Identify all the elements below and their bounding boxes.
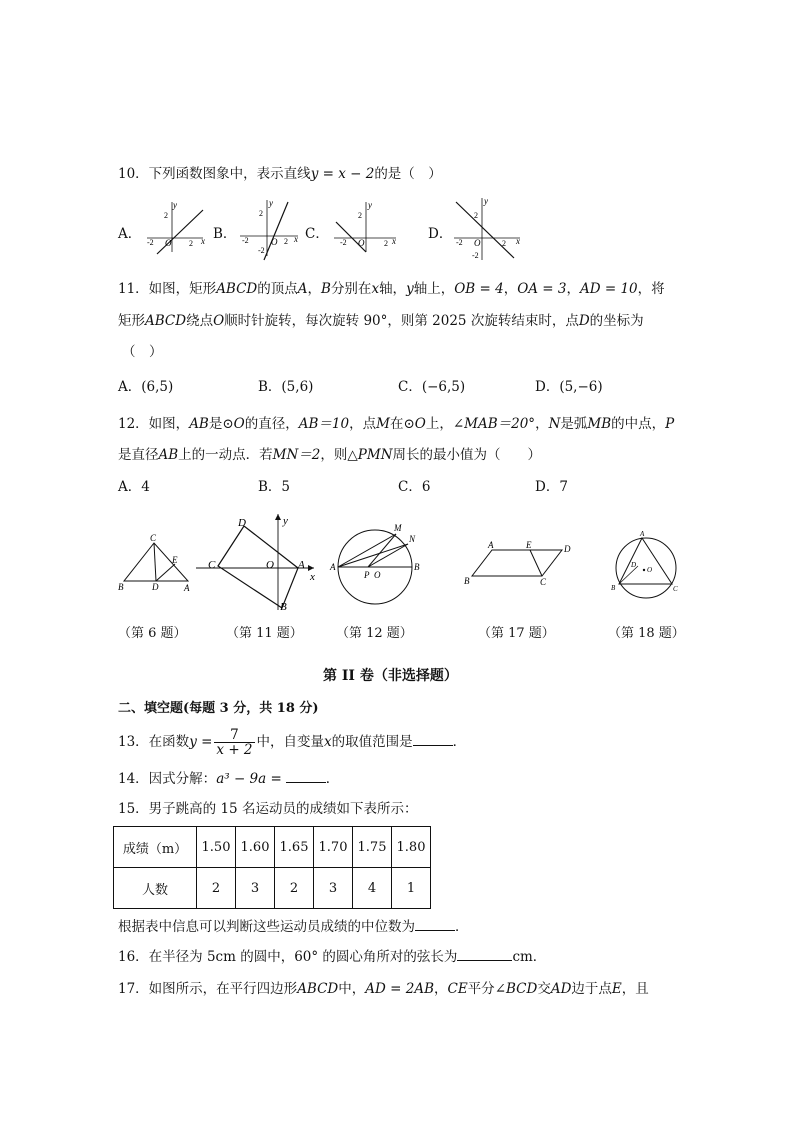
q10-graph-a <box>145 200 205 256</box>
q10-graph-d <box>452 196 522 262</box>
q10-option-b[interactable]: B． <box>213 226 237 242</box>
q14-blank[interactable] <box>286 770 326 783</box>
q15-score: 1.60 <box>236 827 275 868</box>
svg-text:x: x <box>392 236 396 246</box>
caption-fig11: （第 11 题） <box>226 626 303 641</box>
svg-text:O: O <box>374 570 381 580</box>
figure-12 <box>332 522 432 617</box>
svg-text:A: A <box>330 562 336 572</box>
q15-count: 3 <box>236 868 275 909</box>
q16-blank[interactable] <box>457 948 512 961</box>
svg-text:A: A <box>184 583 190 593</box>
q15-row-scores <box>114 827 431 868</box>
q15-row1-head: 成绩（m） <box>114 827 197 868</box>
q15-count: 4 <box>353 868 392 909</box>
q11-answer-paren: （ ） <box>122 344 163 360</box>
svg-text:A: A <box>298 559 305 571</box>
svg-text:A: A <box>488 540 494 550</box>
svg-text:2: 2 <box>384 239 388 248</box>
q12-option-c[interactable]: C．6 <box>398 479 431 495</box>
svg-text:C: C <box>540 577 547 587</box>
svg-text:x: x <box>310 571 315 583</box>
q10-graph-b <box>238 198 300 260</box>
svg-text:M: M <box>394 523 402 533</box>
svg-text:D: D <box>238 517 246 529</box>
svg-text:D: D <box>564 544 571 554</box>
q15-count: 1 <box>392 868 431 909</box>
svg-text:2: 2 <box>358 211 362 220</box>
caption-fig18: （第 18 题） <box>608 626 685 641</box>
q15-score: 1.80 <box>392 827 431 868</box>
svg-text:O: O <box>358 238 365 248</box>
svg-text:2: 2 <box>164 211 168 220</box>
svg-text:O: O <box>271 237 278 247</box>
q11-option-d[interactable]: D．(5,−6) <box>535 379 603 395</box>
svg-text:y: y <box>173 200 177 210</box>
q14: 14．因式分解：a³ − 9a = ． <box>118 771 340 787</box>
svg-text:D: D <box>152 582 159 592</box>
svg-text:2: 2 <box>189 239 193 248</box>
q15-count: 3 <box>314 868 353 909</box>
svg-text:B: B <box>118 582 124 592</box>
q15-count: 2 <box>275 868 314 909</box>
q12-line1: 12．如图，AB是⊙O的直径，AB＝10，点M在⊙O上，∠MAB＝20°，N是弧MB的中点，P <box>118 416 675 432</box>
svg-text:C: C <box>673 585 678 593</box>
caption-fig12: （第 12 题） <box>336 626 413 641</box>
q15-question: 根据表中信息可以判断这些运动员成绩的中位数为 ． <box>118 919 469 935</box>
figure-17 <box>462 540 582 590</box>
q12-option-a[interactable]: A．4 <box>118 479 150 495</box>
svg-text:2: 2 <box>474 211 478 220</box>
caption-fig6: （第 6 题） <box>118 626 187 641</box>
q11-option-b[interactable]: B．(5,6) <box>258 379 314 395</box>
svg-text:B: B <box>464 576 470 586</box>
q15-blank[interactable] <box>415 918 455 931</box>
svg-text:D: D <box>631 561 637 569</box>
svg-text:P: P <box>364 570 370 580</box>
svg-text:2: 2 <box>502 239 506 248</box>
q13-fraction: $\frac{7}{x + 2}$ <box>216 727 253 758</box>
q13: 13．在函数y = $\frac{7}{x + 2}$ 中，自变量x的取值范围是 ． <box>118 727 467 758</box>
svg-text:-2: -2 <box>456 238 463 247</box>
q15-row2-head: 人数 <box>114 868 197 909</box>
svg-text:-2: -2 <box>258 246 265 255</box>
figure-11 <box>196 512 326 612</box>
q11-option-c[interactable]: C．(−6,5) <box>398 379 466 395</box>
svg-text:O: O <box>474 238 481 248</box>
svg-text:-2: -2 <box>242 236 249 245</box>
q15-row-counts <box>114 868 431 909</box>
svg-text:2: 2 <box>284 237 288 246</box>
q10-option-c[interactable]: C． <box>305 226 329 242</box>
svg-text:B: B <box>611 584 616 592</box>
q15-count: 2 <box>197 868 236 909</box>
q15-score: 1.75 <box>353 827 392 868</box>
svg-text:-2: -2 <box>147 238 154 247</box>
svg-text:N: N <box>409 534 416 544</box>
q15-score: 1.70 <box>314 827 353 868</box>
svg-text:E: E <box>172 555 178 565</box>
svg-text:x: x <box>516 236 520 246</box>
svg-text:O: O <box>266 559 274 571</box>
figure-6 <box>118 535 198 595</box>
q12-option-d[interactable]: D．7 <box>535 479 568 495</box>
q11-option-a[interactable]: A．(6,5) <box>118 379 174 395</box>
q13-blank[interactable] <box>413 733 453 746</box>
q15-stem: 15．男子跳高的 15 名运动员的成绩如下表所示： <box>118 801 418 817</box>
svg-text:-2: -2 <box>340 238 347 247</box>
caption-fig17: （第 17 题） <box>478 626 555 641</box>
q12-option-b[interactable]: B．5 <box>258 479 291 495</box>
q12-line2: 是直径AB上的一动点．若MN＝2，则△PMN周长的最小值为（ ） <box>118 447 542 463</box>
svg-text:E: E <box>526 540 532 550</box>
section2-heading: 二、填空题(每题 3 分，共 18 分) <box>118 701 319 716</box>
q11-line1: 11．如图，矩形ABCD的顶点A，B分别在x轴，y轴上，OB = 4，OA = 3，AD = 10，将 <box>118 281 665 297</box>
svg-text:A: A <box>640 530 645 538</box>
q10-graph-c <box>332 200 398 256</box>
q10-option-d[interactable]: D． <box>428 226 453 242</box>
part2-title: 第 II 卷（非选择题） <box>323 668 458 684</box>
svg-text:y: y <box>269 198 273 208</box>
svg-text:B: B <box>280 601 287 613</box>
svg-text:x: x <box>201 236 205 246</box>
q17-line1: 17．如图所示，在平行四边形ABCD中，AD = 2AB，CE平分∠BCD交AD边于点E，且 <box>118 981 649 997</box>
svg-text:y: y <box>484 196 488 206</box>
svg-text:y: y <box>283 515 288 527</box>
svg-text:-2: -2 <box>472 251 479 260</box>
svg-text:O: O <box>647 566 653 574</box>
q15-score: 1.65 <box>275 827 314 868</box>
q10-option-a[interactable]: A． <box>118 226 142 242</box>
q16: 16．在半径为 5cm 的圆中，60° 的圆心角所对的弦长为 cm． <box>118 949 547 965</box>
q15-table <box>113 826 431 909</box>
svg-text:O: O <box>165 238 172 248</box>
svg-text:C: C <box>208 559 216 571</box>
svg-text:C: C <box>150 533 157 543</box>
figure-18 <box>606 532 686 608</box>
q11-line2: 矩形ABCD绕点O顺时针旋转，每次旋转 90°，则第 2025 次旋转结束时，点D的坐标为 <box>118 313 644 329</box>
svg-text:B: B <box>414 562 420 572</box>
svg-text:x: x <box>294 234 298 244</box>
svg-text:2: 2 <box>259 209 263 218</box>
svg-text:y: y <box>368 200 372 210</box>
q15-score: 1.50 <box>197 827 236 868</box>
q10-stem: 10．下列函数图象中，表示直线y = x − 2的是（ ） <box>118 166 442 182</box>
